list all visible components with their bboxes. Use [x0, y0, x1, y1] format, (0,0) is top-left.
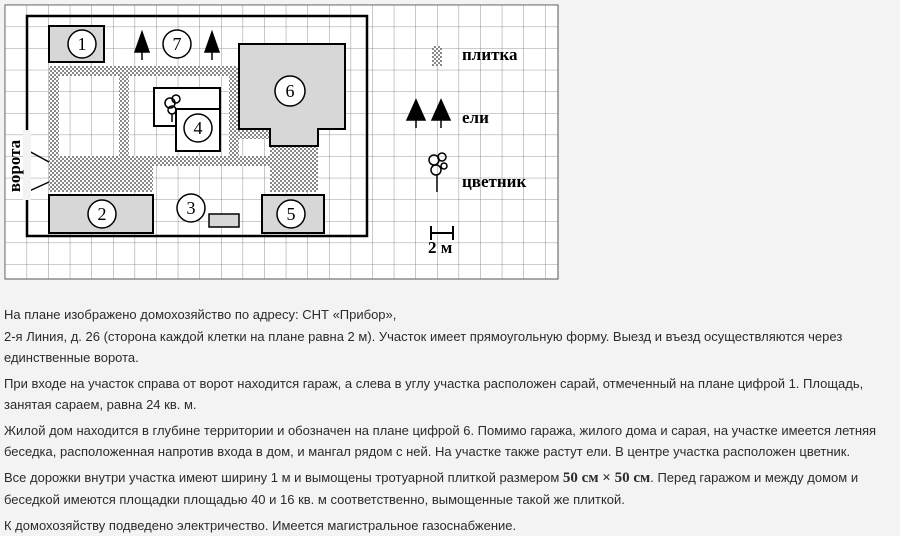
task-text: [4, 304, 894, 536]
legend-scale-label: 2 м: [428, 238, 453, 257]
paragraph-paths: [4, 467, 894, 511]
paths-text-before: Все дорожки внутри участка имеют ширину 1 м и вымощены тротуарной плиткой размером: [4, 470, 563, 485]
address-line-2: 2-я Линия, д. 26 (сторона каждой клетки на плане равна 2 м). Участок имеет прямоугольную форму. Выезд и въезд осуществляются через единственные ворота.: [4, 329, 842, 366]
address-line-1: На плане изображено домохозяйство по адресу: СНТ «Прибор»,: [4, 307, 396, 322]
label-1: 1: [78, 34, 87, 54]
label-3: 3: [187, 198, 196, 218]
legend-tile-label: плитка: [462, 45, 518, 64]
label-4: 4: [194, 118, 203, 138]
label-6: 6: [286, 81, 295, 101]
legend-flowerbed-label: цветник: [462, 172, 526, 191]
paths-text-after: . Перед гаражом и между домом и беседкой имеются площадки площадью 40 и 16 кв. м соответственно, вымощенные такой же плиткой.: [4, 470, 858, 508]
paragraph-address: [4, 304, 894, 369]
paragraph-garage-shed: При входе на участок справа от ворот находится гараж, а слева в углу участка расположен сарай, отмеченный на плане цифрой 1. Площадь, занятая сараем, равна 24 кв. м.: [4, 373, 894, 416]
label-5: 5: [287, 204, 296, 224]
legend-tile-swatch: [432, 46, 442, 66]
legend-trees-label: ели: [462, 108, 489, 127]
tile-size: 50 см × 50 см: [563, 470, 650, 486]
paragraph-house: Жилой дом находится в глубине территории и обозначен на плане цифрой 6. Помимо гаража, жилого дома и сарая, на участке имеется летняя беседка, расположенная напротив входа в дом, и мангал рядом с ней. На участке также растут ели. В центре участка расположен цветник.: [4, 420, 894, 463]
paragraph-utilities: К домохозяйству подведено электричество. Имеется магистральное газоснабжение.: [4, 515, 894, 536]
site-plan-figure: [0, 0, 560, 300]
grill: [209, 214, 239, 227]
label-7: 7: [173, 34, 182, 54]
gate-label: ворота: [5, 139, 24, 192]
label-2: 2: [98, 204, 107, 224]
